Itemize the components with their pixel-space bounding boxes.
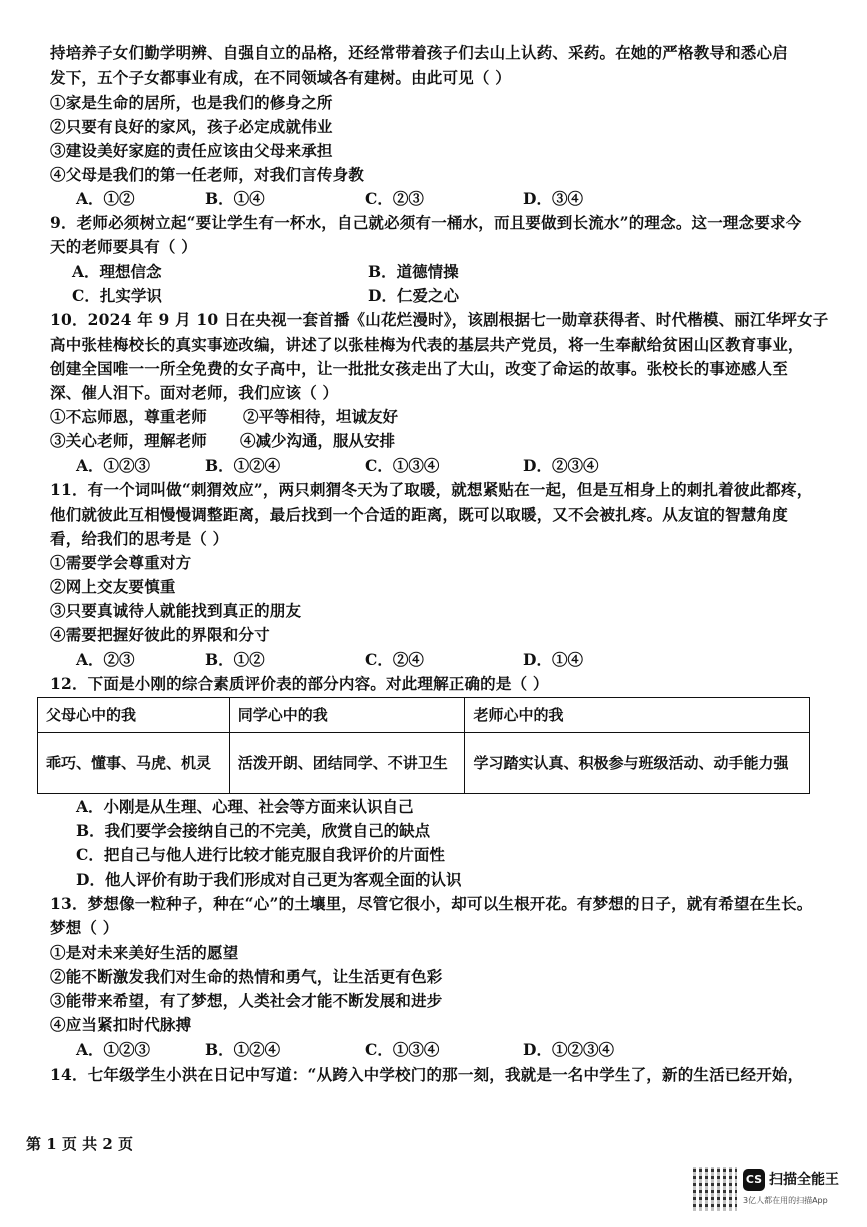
q8-item-3: ③建设美好家庭的责任应该由父母来承担 bbox=[50, 141, 333, 160]
q12-stem: 12．下面是小刚的综合素质评价表的部分内容。对此理解正确的是（ ） bbox=[50, 674, 549, 693]
evaluation-table bbox=[37, 697, 810, 794]
table-cell: 乖巧、懂事、马虎、机灵 bbox=[38, 733, 230, 794]
q10-option-d: D．②③④ bbox=[523, 456, 599, 475]
q8-item-4: ④父母是我们的第一任老师，对我们言传身教 bbox=[50, 165, 365, 184]
q11-stem-line-2: 他们就彼此互相慢慢调整距离，最后找到一个合适的距离，既可以取暖，又不会被扎疼。从友谊的智慧角度 bbox=[50, 505, 788, 524]
q10-stem-line-3: 创建全国唯一一所全免费的女子高中，让一批批女孩走出了大山，改变了命运的故事。张校长的事迹感人至 bbox=[50, 359, 788, 378]
q11-item-4: ④需要把握好彼此的界限和分寸 bbox=[50, 625, 270, 644]
table-header-cell: 同学心中的我 bbox=[229, 698, 465, 733]
q9-option-d: D．仁爱之心 bbox=[368, 286, 459, 305]
q11-option-d: D．①④ bbox=[523, 650, 583, 669]
table-row bbox=[38, 733, 810, 794]
q10-item-1: ①不忘师恩，尊重老师 bbox=[50, 407, 208, 426]
q10-option-a: A．①②③ bbox=[76, 456, 151, 475]
q9-option-c: C．扎实学识 bbox=[72, 286, 162, 305]
q10-item-4: ④减少沟通，服从安排 bbox=[240, 431, 396, 450]
q9-option-a: A．理想信念 bbox=[72, 262, 162, 281]
q8-option-b: B．①④ bbox=[205, 189, 265, 208]
q13-option-b: B．①②④ bbox=[205, 1040, 281, 1059]
q10-stem-line-2: 高中张桂梅校长的真实事迹改编，讲述了以张桂梅为代表的基层共产党员，将一生奉献给贫困山区教育事业， bbox=[50, 335, 804, 354]
q10-item-2: ②平等相待，坦诚友好 bbox=[243, 407, 399, 426]
q8-option-a: A．①② bbox=[76, 189, 135, 208]
page-number: 第 1 页 共 2 页 bbox=[26, 1135, 133, 1153]
q11-option-a: A．②③ bbox=[76, 650, 135, 669]
q12-option-a: A．小刚是从生理、心理、社会等方面来认识自己 bbox=[76, 797, 414, 816]
table-header-row bbox=[38, 698, 810, 733]
q13-item-4: ④应当紧扣时代脉搏 bbox=[50, 1015, 192, 1034]
q10-item-3: ③关心老师，理解老师 bbox=[50, 431, 208, 450]
q13-item-2: ②能不断激发我们对生命的热情和勇气，让生活更有色彩 bbox=[50, 967, 443, 986]
q10-option-b: B．①②④ bbox=[205, 456, 281, 475]
q12-option-d: D．他人评价有助于我们形成对自己更为客观全面的认识 bbox=[76, 870, 462, 889]
q11-stem-line-3: 看，给我们的思考是（ ） bbox=[50, 529, 229, 548]
q12-option-c: C．把自己与他人进行比较才能克服自我评价的片面性 bbox=[76, 845, 445, 864]
q12-option-b: B．我们要学会接纳自己的不完美，欣赏自己的缺点 bbox=[76, 821, 431, 840]
q13-option-a: A．①②③ bbox=[76, 1040, 151, 1059]
q13-option-d: D．①②③④ bbox=[523, 1040, 614, 1059]
scanner-watermark bbox=[693, 1167, 853, 1217]
table-cell: 学习踏实认真、积极参与班级活动、动手能力强 bbox=[465, 733, 810, 794]
q9-option-b: B．道德情操 bbox=[368, 262, 459, 281]
q11-item-2: ②网上交友要慎重 bbox=[50, 577, 176, 596]
q13-item-1: ①是对未来美好生活的愿望 bbox=[50, 943, 239, 962]
q8-option-c: C．②③ bbox=[365, 189, 424, 208]
q9-stem-line-2: 天的老师要具有（ ） bbox=[50, 237, 197, 256]
scanner-brand: 扫描全能王 bbox=[769, 1172, 839, 1188]
q8-item-1: ①家是生命的居所，也是我们的修身之所 bbox=[50, 93, 333, 112]
table-cell: 活泼开朗、团结同学、不讲卫生 bbox=[229, 733, 465, 794]
q11-stem-line-1: 11．有一个词叫做“刺猬效应”，两只刺猬冬天为了取暖，就想紧贴在一起，但是互相身上的刺扎着彼此都疼， bbox=[50, 480, 813, 499]
q8-stem-line-2: 发下，五个子女都事业有成，在不同领域各有建树。由此可见（ ） bbox=[50, 68, 511, 87]
q9-stem-line-1: 9．老师必须树立起“要让学生有一杯水，自己就必须有一桶水，而且要做到长流水”的理念。这一理念要求今 bbox=[50, 213, 802, 232]
camscanner-logo-icon: CS bbox=[743, 1169, 765, 1191]
scanner-tagline: 3亿人都在用的扫描App bbox=[743, 1196, 828, 1205]
q13-option-c: C．①③④ bbox=[365, 1040, 440, 1059]
q11-option-c: C．②④ bbox=[365, 650, 424, 669]
q8-item-2: ②只要有良好的家风，孩子必定成就伟业 bbox=[50, 117, 333, 136]
q10-option-c: C．①③④ bbox=[365, 456, 440, 475]
q13-stem-line-1: 13．梦想像一粒种子，种在“心”的土壤里，尽管它很小，却可以生根开花。有梦想的日子，就有希望在生长。 bbox=[50, 894, 813, 913]
table-header-cell: 老师心中的我 bbox=[465, 698, 810, 733]
table-header-cell: 父母心中的我 bbox=[38, 698, 230, 733]
q10-stem-line-1: 10．2024 年 9 月 10 日在央视一套首播《山花烂漫时》，该剧根据七一勋章获得者、时代楷模、丽江华坪女子 bbox=[50, 310, 829, 329]
q13-item-3: ③能带来希望，有了梦想，人类社会才能不断发展和进步 bbox=[50, 991, 443, 1010]
q10-stem-line-4: 深、催人泪下。面对老师，我们应该（ ） bbox=[50, 383, 339, 402]
q14-stem-line-1: 14．七年级学生小洪在日记中写道：“从跨入中学校门的那一刻，我就是一名中学生了，新的生活已经开始， bbox=[50, 1065, 804, 1084]
q11-option-b: B．①② bbox=[205, 650, 265, 669]
q8-option-d: D．③④ bbox=[523, 189, 583, 208]
q8-stem-line-1: 持培养子女们勤学明辨、自强自立的品格，还经常带着孩子们去山上认药、采药。在她的严格教导和悉心启 bbox=[50, 43, 788, 62]
qr-code-icon bbox=[693, 1167, 737, 1211]
q11-item-3: ③只要真诚待人就能找到真正的朋友 bbox=[50, 601, 302, 620]
q13-stem-line-2: 梦想（ ） bbox=[50, 918, 119, 937]
q11-item-1: ①需要学会尊重对方 bbox=[50, 553, 192, 572]
